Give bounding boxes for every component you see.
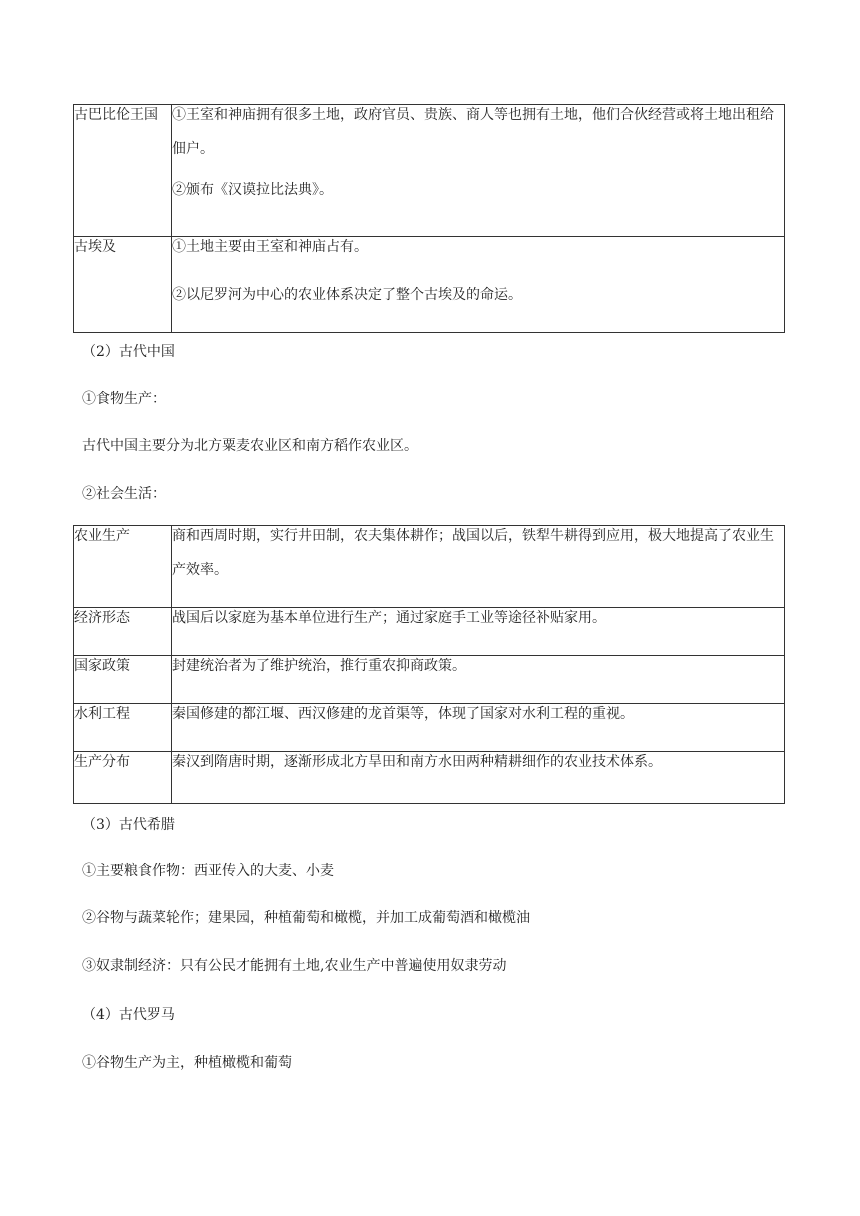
- section-heading: （2）古代中国: [82, 344, 175, 360]
- list-item: ①谷物生产为主，种植橄榄和葡萄: [82, 1055, 292, 1071]
- ancient-china-table: [73, 525, 785, 804]
- paragraph: 商和西周时期，实行井田制，农夫集体耕作；战国以后，铁犁牛耕得到应用，极大地提高了农业生产效率。: [172, 528, 774, 578]
- paragraph: 战国后以家庭为基本单位进行生产；通过家庭手工业等途径补贴家用。: [172, 610, 606, 626]
- table-row-label: [74, 656, 172, 704]
- list-item: ②谷物与蔬菜轮作；建果园，种植葡萄和橄榄，并加工成葡萄酒和橄榄油: [82, 910, 530, 926]
- table-row-label: [74, 237, 172, 333]
- table-row: [74, 656, 785, 704]
- paragraph: ②颁布《汉谟拉比法典》。: [172, 182, 333, 198]
- table-row: [74, 526, 785, 608]
- paragraph: ①土地主要由王室和神庙占有。: [172, 239, 368, 255]
- table-row: [74, 237, 785, 333]
- table-row-label: [74, 526, 172, 608]
- paragraph: 秦汉到隋唐时期，逐渐形成北方旱田和南方水田两种精耕细作的农业技术体系。: [172, 754, 662, 770]
- table-row-content: [172, 105, 785, 237]
- paragraph: ①王室和神庙拥有很多土地，政府官员、贵族、商人等也拥有土地，他们合伙经营或将土地出租给佃户。: [172, 107, 774, 157]
- paragraph: 封建统治者为了维护统治，推行重农抑商政策。: [172, 658, 466, 674]
- table-row-label: [74, 704, 172, 752]
- row-label-text: 水利工程: [74, 706, 130, 722]
- table-row-content: [172, 608, 785, 656]
- row-label-text: 经济形态: [74, 610, 130, 626]
- section-heading: （3）古代希腊: [82, 817, 175, 833]
- table-row-content: [172, 752, 785, 804]
- row-label-text: 农业生产: [74, 528, 130, 544]
- list-item: ③奴隶制经济：只有公民才能拥有土地,农业生产中普遍使用奴隶劳动: [82, 958, 507, 974]
- list-item: ①主要粮食作物：西亚传入的大麦、小麦: [82, 863, 334, 879]
- table-row-content: [172, 704, 785, 752]
- table-row-label: [74, 105, 172, 237]
- table-row-label: [74, 608, 172, 656]
- row-label-text: 国家政策: [74, 658, 130, 674]
- table-row-content: [172, 656, 785, 704]
- table-row: [74, 105, 785, 237]
- section-heading: （4）古代罗马: [82, 1007, 175, 1023]
- table-row: [74, 752, 785, 804]
- paragraph: 秦国修建的都江堰、西汉修建的龙首渠等，体现了国家对水利工程的重视。: [172, 706, 634, 722]
- paragraph: ②以尼罗河为中心的农业体系决定了整个古埃及的命运。: [172, 287, 522, 303]
- ancient-civilizations-table: [73, 104, 785, 333]
- row-label-text: 古埃及: [74, 239, 116, 255]
- table-row-content: [172, 237, 785, 333]
- row-label-text: 古巴比伦王国: [74, 107, 158, 123]
- table-row-content: [172, 526, 785, 608]
- table-row-label: [74, 752, 172, 804]
- table-row: [74, 608, 785, 656]
- row-label-text: 生产分布: [74, 754, 130, 770]
- food-production-title: ①食物生产：: [82, 391, 166, 407]
- social-life-title: ②社会生活：: [82, 486, 166, 502]
- food-production-text: 古代中国主要分为北方粟麦农业区和南方稻作农业区。: [82, 438, 418, 454]
- table-row: [74, 704, 785, 752]
